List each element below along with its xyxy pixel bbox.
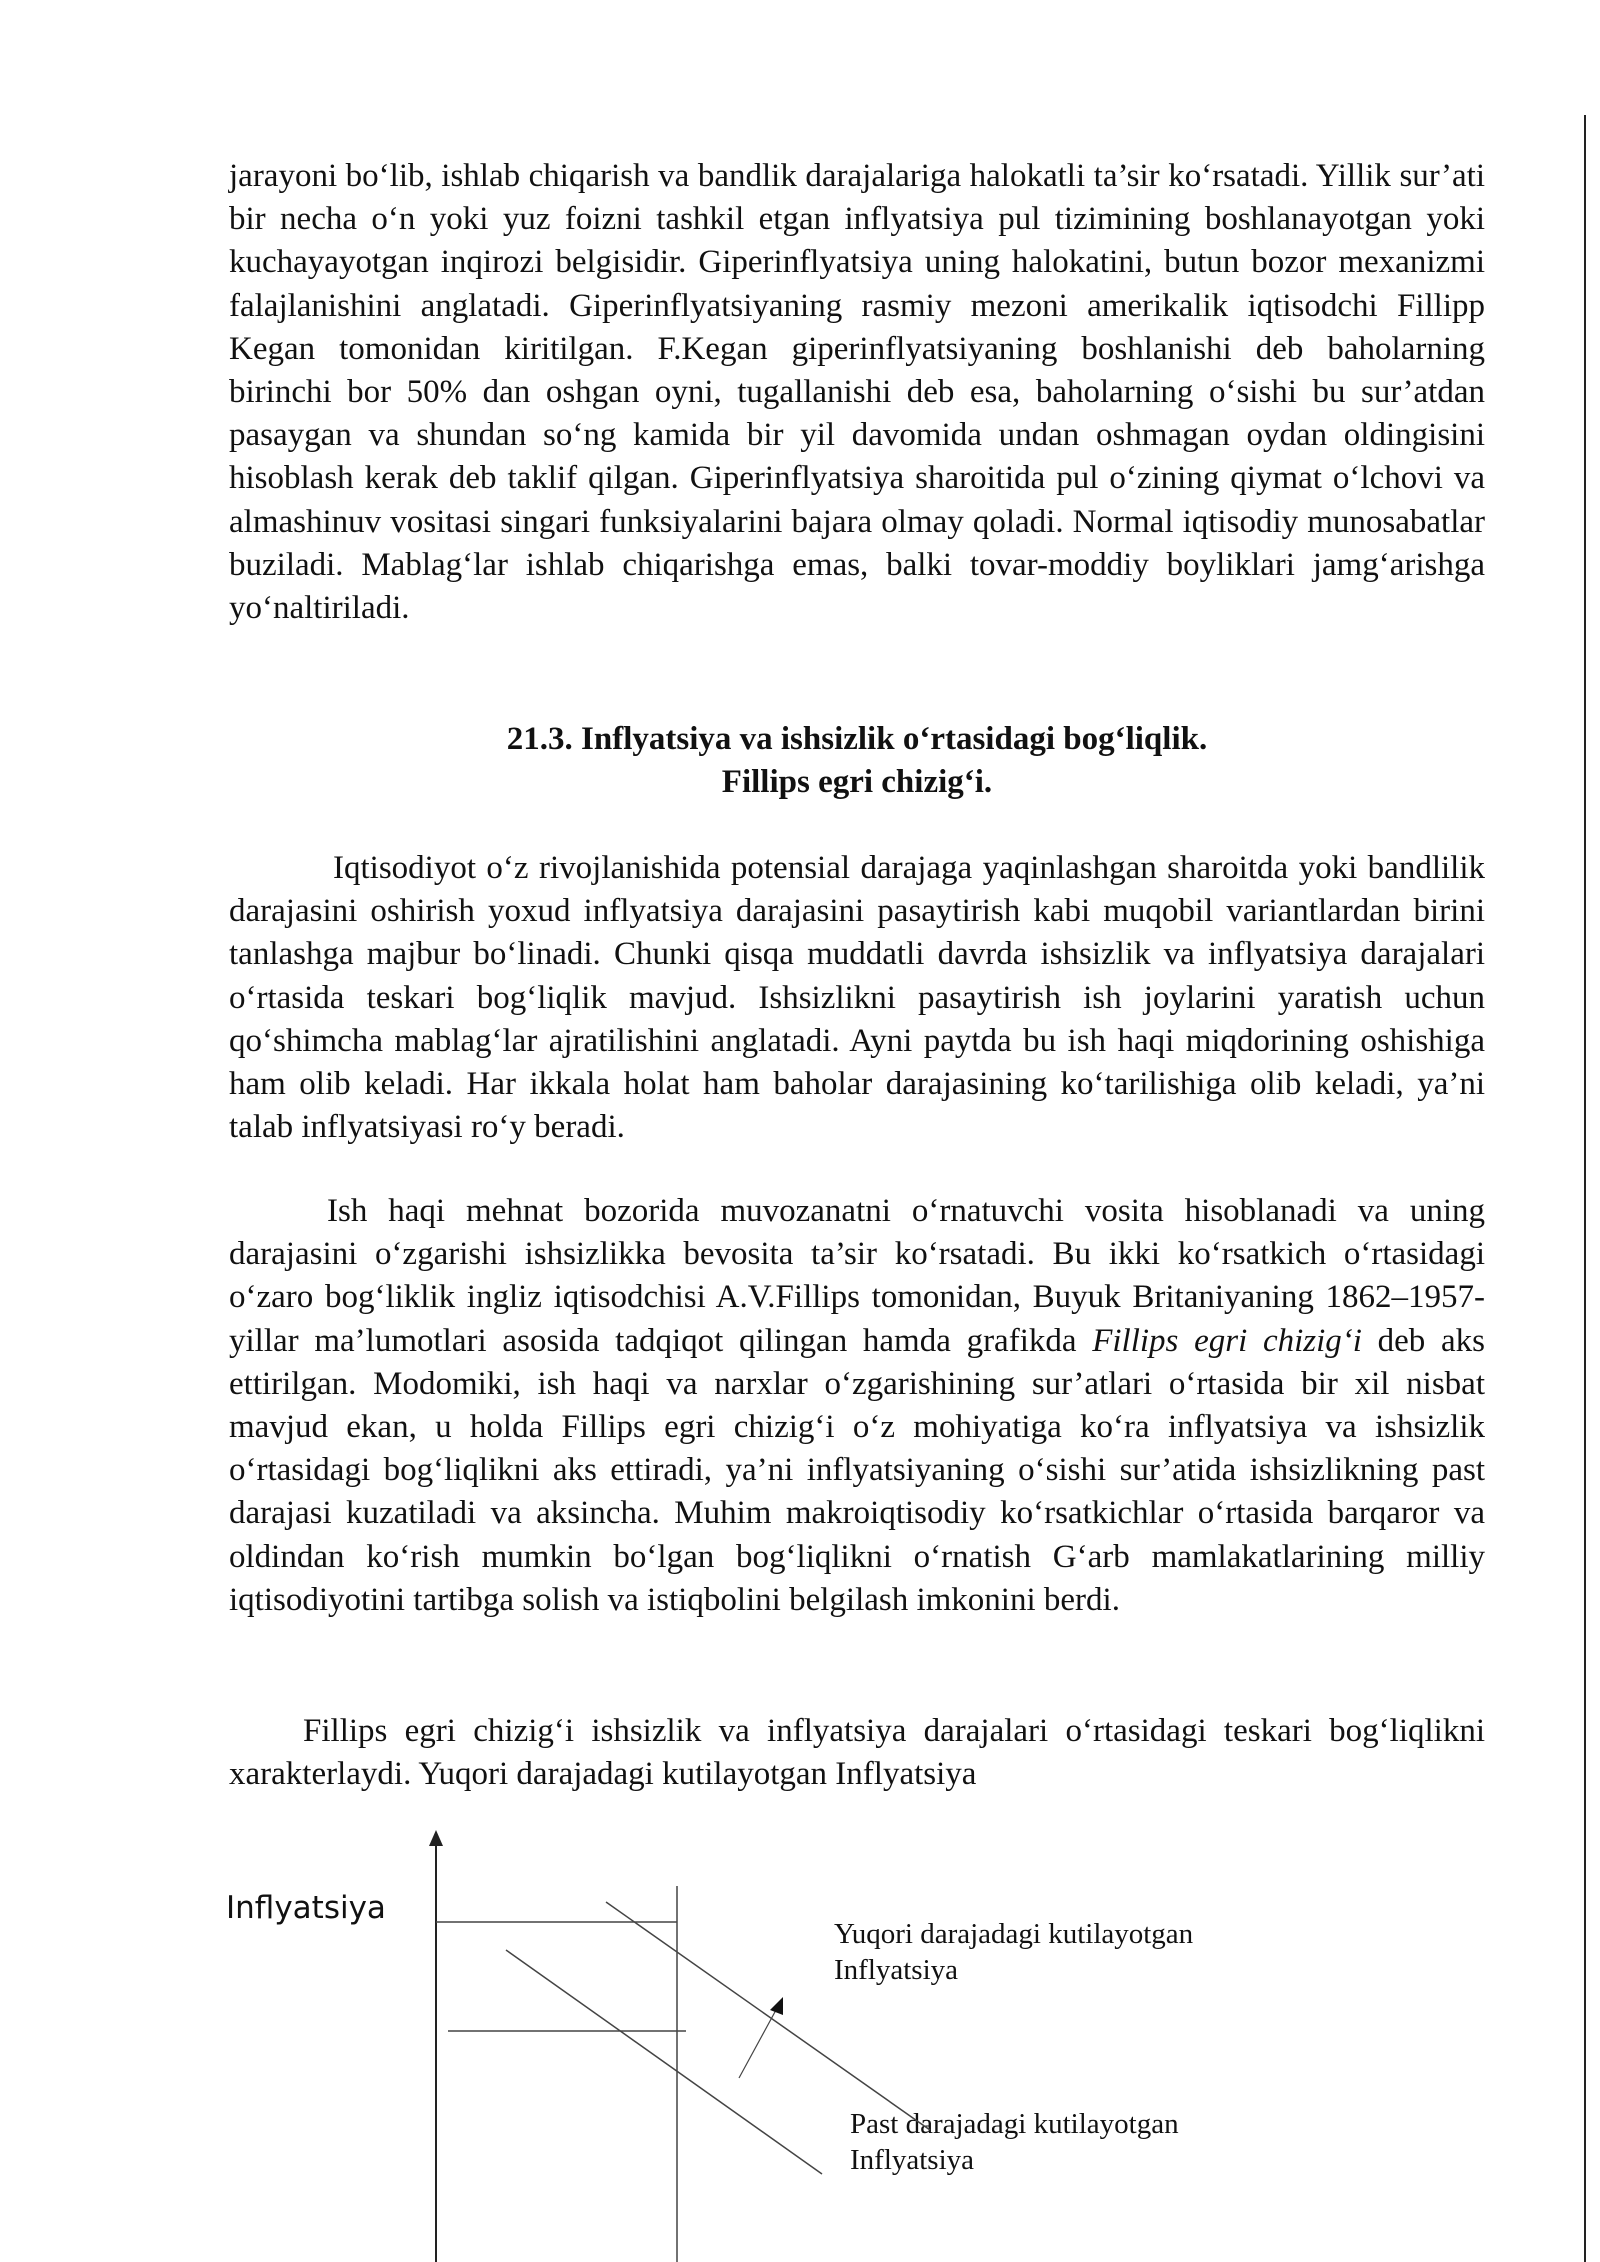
phillips-curve-diagram [0, 1830, 1600, 2262]
paragraph-phillips-inverse [229, 1710, 1485, 1796]
shift-arrow-head-icon [770, 1997, 783, 2015]
paragraph-text: Iqtisodiyot o‘z rivojlanishida potensial darajaga yaqinlashgan sharoitda yoki bandlilik darajasini oshirish yoxud inflyatsiya darajasini pasaytirish kabi muqobil variantlardan birini tanlashga majbur bo‘linadi. Chunki qisqa muddatli davrda ishsizlik va inflyatsiya darajalari o‘rtasida teskari bog‘liqlik mavjud. Ishsizlikni pasaytirish ish joylarini yaratish uchun qo‘shimcha mablag‘lar ajratilishini anglatadi. Ayni paytda bu ish haqi miqdorining oshishiga ham olib keladi. Har ikkala holat ham baholar darajasining ko‘tarilishiga olib keladi, ya’ni talab inflyatsiyasi ro‘y beradi. [229, 850, 1485, 1146]
paragraph-phillips-research [229, 1190, 1485, 1622]
paragraph-hyperinflation [229, 155, 1485, 630]
annotation-line: Inflyatsiya [834, 1954, 959, 1986]
section-heading-line-2: Fillips egri chizig‘i. [721, 764, 993, 800]
paragraph-text [229, 1190, 1485, 1622]
phillips-curve-term: Fillips egri chizig‘i [1092, 1322, 1362, 1359]
paragraph-text-part: Ish haqi mehnat bozorida muvozanatni o‘rnatuvchi vosita hisoblanadi va uning darajasini o‘zgarishi ishsizlikka bevosita ta’sir ko‘rsatadi. Bu ikki ko‘rsatkich o‘rtasidagi o‘zaro bog‘liklik ingliz iqtisodchisi A.V.Fillips tomonidan, Buyuk Britaniyaning 1862–1957- yillar ma’lumotlari asosida tadqiqot qilingan hamda grafikda [229, 1193, 1485, 1359]
shift-arrow-line [739, 2010, 776, 2078]
paragraph-text: Fillips egri chizig‘i ishsizlik va inflyatsiya darajalari o‘rtasidagi teskari bog‘liqlikni xarakterlaydi. Yuqori darajadagi kutilayotgan Inflyatsiya [229, 1713, 1485, 1793]
annotation-line: Past darajadagi kutilayotgan [850, 2108, 1179, 2140]
annotation-line: Inflyatsiya [850, 2144, 975, 2176]
diagram-y-axis-label: Inflyatsiya [226, 1890, 386, 1926]
paragraph-economy-choice [229, 847, 1485, 1149]
annotation-line: Yuqori darajadagi kutilayotgan [834, 1918, 1194, 1950]
paragraph-text-part: deb aks ettirilgan. Modomiki, ish haqi va narxlar o‘zgarishining sur’atlari o‘rtasida bir xil nisbat mavjud ekan, u holda Fillips egri chizig‘i o‘z mohiyatiga ko‘ra inflyatsiya va ishsizlik o‘rtasidagi bog‘liqlikni aks ettiradi, ya’ni inflyatsiyaning o‘sishi sur’atida ishsizlikning past darajasi kuzatiladi va aksincha. Muhim makroiqtisodiy ko‘rsatkichlar o‘rtasida barqaror va oldindan ko‘rish mumkin bo‘lgan bog‘liqlikni o‘rnatish G‘arb mamlakatlarining milliy iqtisodiyotini tartibga solish va istiqbolini belgilash imkonini berdi. [229, 1322, 1485, 1618]
y-axis-arrow-icon [429, 1830, 443, 1846]
phillips-curve-high-expectation [606, 1902, 930, 2130]
section-heading-line-1: 21.3. Inflyatsiya va ishsizlik o‘rtasidagi bog‘liqlik. [506, 721, 1208, 757]
paragraph-text: jarayoni bo‘lib, ishlab chiqarish va bandlik darajalariga halokatli ta’sir ko‘rsatadi. Yillik sur’ati bir necha o‘n yoki yuz foizni tashkil etgan inflyatsiya pul tizimining boshlanayotgan yoki kuchayayotgan inqirozi belgisidir. Giperinflyatsiya uning halokatini, butun bozor mexanizmi falajlanishini anglatadi. Giperinflyatsiyaning rasmiy mezoni amerikalik iqtisodchi Fillipp Kegan tomonidan kiritilgan. F.Kegan giperinflyatsiyaning boshlanishi deb baholarning birinchi bor 50% dan oshgan oyni, tugallanishi deb esa, baholarning o‘sishi bu sur’atdan pasaygan va shundan so‘ng kamida bir yil davomida undan oshmagan oydan oldingisini hisoblash kerak deb taklif qilgan. Giperinflyatsiya sharoitida pul o‘zining qiymat o‘lchovi va almashinuv vositasi singari funksiyalarini bajara olmay qoladi. Normal iqtisodiy munosabatlar buziladi. Mablag‘lar ishlab chiqarishga emas, balki tovar-moddiy boyliklari jamg‘arishga yo‘naltiriladi. [229, 158, 1485, 627]
phillips-curve-low-expectation [506, 1950, 822, 2174]
section-heading [229, 718, 1485, 804]
